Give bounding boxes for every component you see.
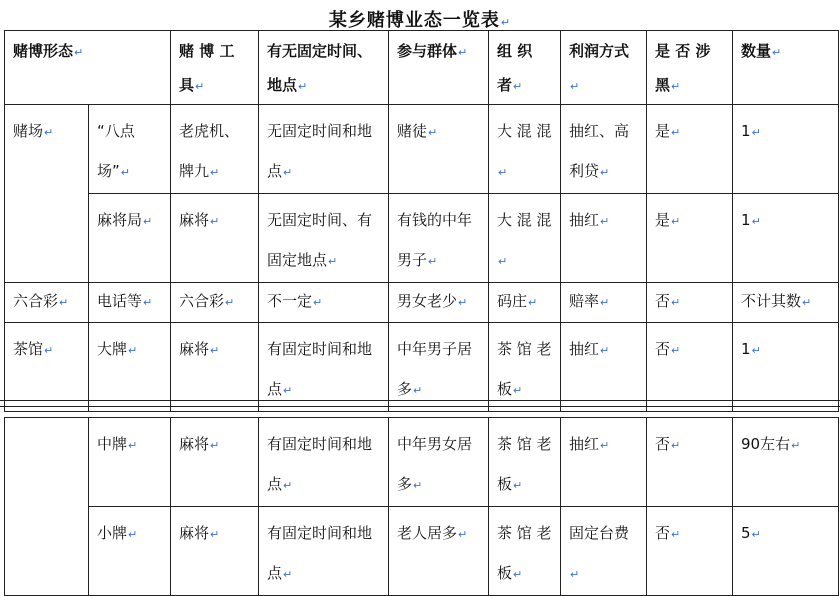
cell-organizer: 茶 馆 老板↵ xyxy=(489,418,561,507)
cell-organizer: 茶 馆 老板↵ xyxy=(489,323,561,412)
cell-group: 中年男子居多↵ xyxy=(389,323,489,412)
cell-group: 有钱的中年男子↵ xyxy=(389,194,489,283)
cell-form: 茶馆↵ xyxy=(5,323,89,412)
header-group: 参与群体↵ xyxy=(389,31,489,105)
cell-count: 5↵ xyxy=(733,507,839,596)
cell-gang: 否↵ xyxy=(647,283,733,323)
header-row xyxy=(5,31,839,105)
cell-profit: 赔率↵ xyxy=(561,283,647,323)
cell-form xyxy=(5,418,89,596)
cell-profit: 固定台费↵ xyxy=(561,507,647,596)
cell-tool: 麻将↵ xyxy=(171,323,259,412)
cell-organizer: 码庄↵ xyxy=(489,283,561,323)
cell-time-place: 无固定时间、有固定地点↵ xyxy=(259,194,389,283)
header-profit: 利润方式↵ xyxy=(561,31,647,105)
table-row xyxy=(5,507,839,596)
cell-group: 老人居多↵ xyxy=(389,507,489,596)
cell-count: 1↵ xyxy=(733,323,839,412)
paragraph-mark: ↵ xyxy=(500,16,512,29)
cell-organizer: 茶 馆 老板↵ xyxy=(489,507,561,596)
cell-profit: 抽红↵ xyxy=(561,418,647,507)
cell-organizer: 大 混 混↵ xyxy=(489,194,561,283)
cell-group: 男女老少↵ xyxy=(389,283,489,323)
cell-count: 不计其数↵ xyxy=(733,283,839,323)
cell-profit: 抽红↵ xyxy=(561,323,647,412)
cell-tool: 麻将↵ xyxy=(171,194,259,283)
cell-gang: 否↵ xyxy=(647,418,733,507)
cell-sub: 小牌↵ xyxy=(89,507,171,596)
cell-time-place: 无固定时间和地点↵ xyxy=(259,105,389,194)
cell-time-place: 不一定↵ xyxy=(259,283,389,323)
document-title xyxy=(0,6,840,32)
cell-organizer: 大 混 混↵ xyxy=(489,105,561,194)
gambling-table-bottom xyxy=(4,417,839,596)
table-row xyxy=(5,323,839,412)
cell-count: 1↵ xyxy=(733,105,839,194)
cell-count: 1↵ xyxy=(733,194,839,283)
cell-gang: 是↵ xyxy=(647,194,733,283)
cell-profit: 抽红↵ xyxy=(561,194,647,283)
cell-tool: 麻将↵ xyxy=(171,418,259,507)
cell-form: 六合彩↵ xyxy=(5,283,89,323)
cell-time-place: 有固定时间和地点↵ xyxy=(259,418,389,507)
cell-sub: “八点场”↵ xyxy=(89,105,171,194)
table-row xyxy=(5,418,839,507)
cell-tool: 麻将↵ xyxy=(171,507,259,596)
header-form: 赌博形态↵ xyxy=(5,31,171,105)
header-organizer: 组 织 者↵ xyxy=(489,31,561,105)
cell-tool: 六合彩↵ xyxy=(171,283,259,323)
cell-sub: 麻将局↵ xyxy=(89,194,171,283)
table-row xyxy=(5,283,839,323)
header-time-place: 有无固定时间、地点↵ xyxy=(259,31,389,105)
table-row xyxy=(5,194,839,283)
cell-count: 90左右↵ xyxy=(733,418,839,507)
cell-sub: 中牌↵ xyxy=(89,418,171,507)
cell-profit: 抽红、高利贷↵ xyxy=(561,105,647,194)
header-tool: 赌 博 工 具↵ xyxy=(171,31,259,105)
cell-tool: 老虎机、牌九↵ xyxy=(171,105,259,194)
page-break-line xyxy=(0,400,840,401)
gambling-table-top xyxy=(4,30,839,412)
table-row xyxy=(5,105,839,194)
cell-sub: 电话等↵ xyxy=(89,283,171,323)
cell-form: 赌场↵ xyxy=(5,105,89,283)
header-gang: 是 否 涉 黑↵ xyxy=(647,31,733,105)
cell-gang: 否↵ xyxy=(647,507,733,596)
cell-gang: 是↵ xyxy=(647,105,733,194)
cell-time-place: 有固定时间和地点↵ xyxy=(259,507,389,596)
cell-sub: 大牌↵ xyxy=(89,323,171,412)
cell-gang: 否↵ xyxy=(647,323,733,412)
header-count: 数量↵ xyxy=(733,31,839,105)
title-text: 某乡赌博业态一览表 xyxy=(328,10,500,31)
cell-group: 中年男女居多↵ xyxy=(389,418,489,507)
page-break-line xyxy=(0,406,840,407)
cell-time-place: 有固定时间和地点↵ xyxy=(259,323,389,412)
cell-group: 赌徒↵ xyxy=(389,105,489,194)
